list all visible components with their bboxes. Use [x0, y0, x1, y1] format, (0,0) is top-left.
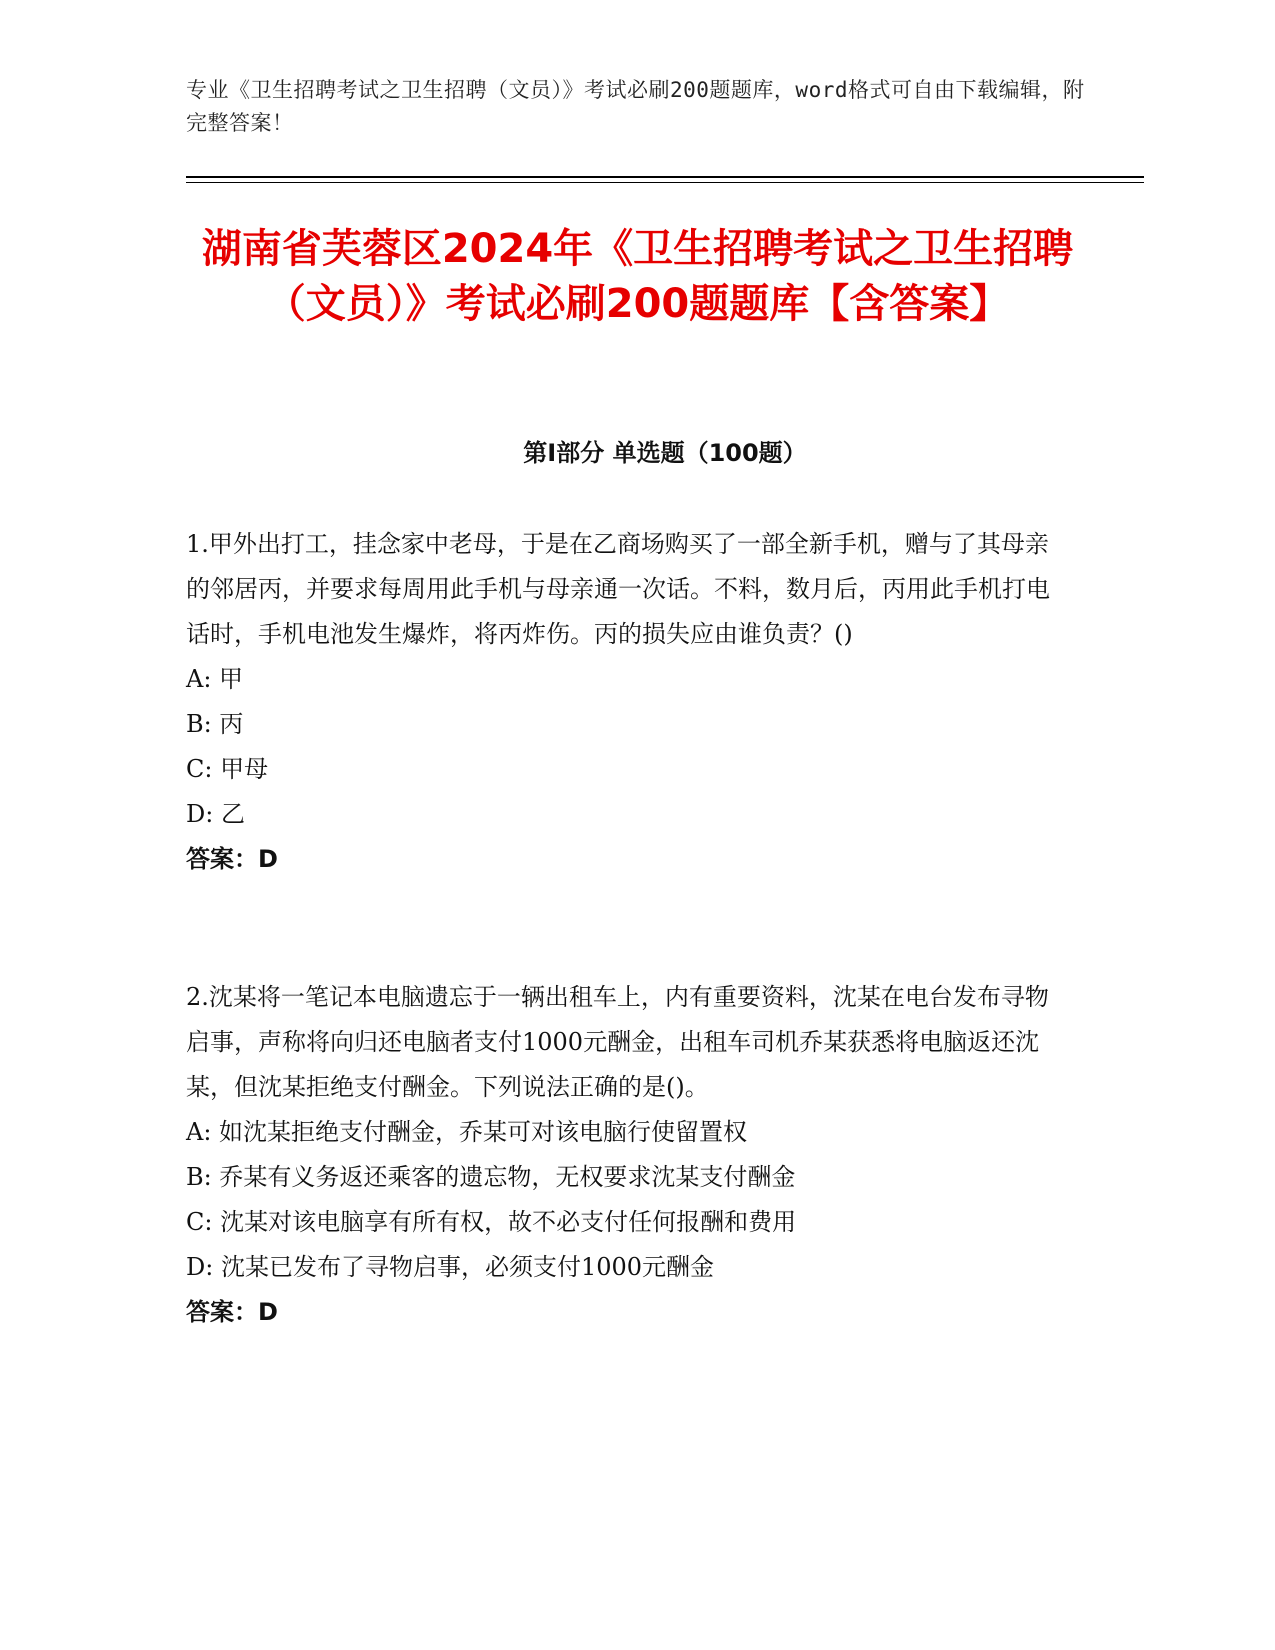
header-divider-thin: [186, 182, 1144, 183]
answer: 答案：D: [186, 1298, 278, 1326]
option-a: A: 如沈某拒绝支付酬金，乔某可对该电脑行使留置权: [186, 1118, 748, 1146]
option-d: D: 沈某已发布了寻物启事，必须支付1000元酬金: [186, 1253, 715, 1281]
option-a: A: 甲: [186, 665, 244, 693]
answer: 答案：D: [186, 845, 278, 873]
header-divider-thick: [186, 176, 1144, 178]
question-2: [186, 975, 1066, 1335]
header-note: 专业《卫生招聘考试之卫生招聘（文员）》考试必刷200题题库，word格式可自由下载编辑，附完整答案！: [186, 78, 1085, 135]
section-title: 第Ⅰ部分 单选题（100题）: [523, 439, 807, 467]
question-stem: 1.甲外出打工，挂念家中老母，于是在乙商场购买了一部全新手机，赠与了其母亲的邻居丙，并要求每周用此手机与母亲通一次话。不料，数月后，丙用此手机打电话时，手机电池发生爆炸，将丙炸伤。丙的损失应由谁负责？(): [186, 530, 1050, 648]
option-c: C: 沈某对该电脑享有所有权，故不必支付任何报酬和费用: [186, 1208, 797, 1236]
question-1: [186, 522, 1066, 882]
option-b: B: 乔某有义务返还乘客的遗忘物，无权要求沈某支付酬金: [186, 1163, 796, 1191]
document-title: 湖南省芙蓉区2024年《卫生招聘考试之卫生招聘（文员）》考试必刷200题题库【含答案】: [201, 226, 1074, 327]
question-stem: 2.沈某将一笔记本电脑遗忘于一辆出租车上，内有重要资料，沈某在电台发布寻物启事，声称将向归还电脑者支付1000元酬金，出租车司机乔某获悉将电脑返还沈某，但沈某拒绝支付酬金。下列说法正确的是()。: [186, 983, 1049, 1101]
option-d: D: 乙: [186, 800, 245, 828]
option-b: B: 丙: [186, 710, 244, 738]
option-c: C: 甲母: [186, 755, 269, 783]
